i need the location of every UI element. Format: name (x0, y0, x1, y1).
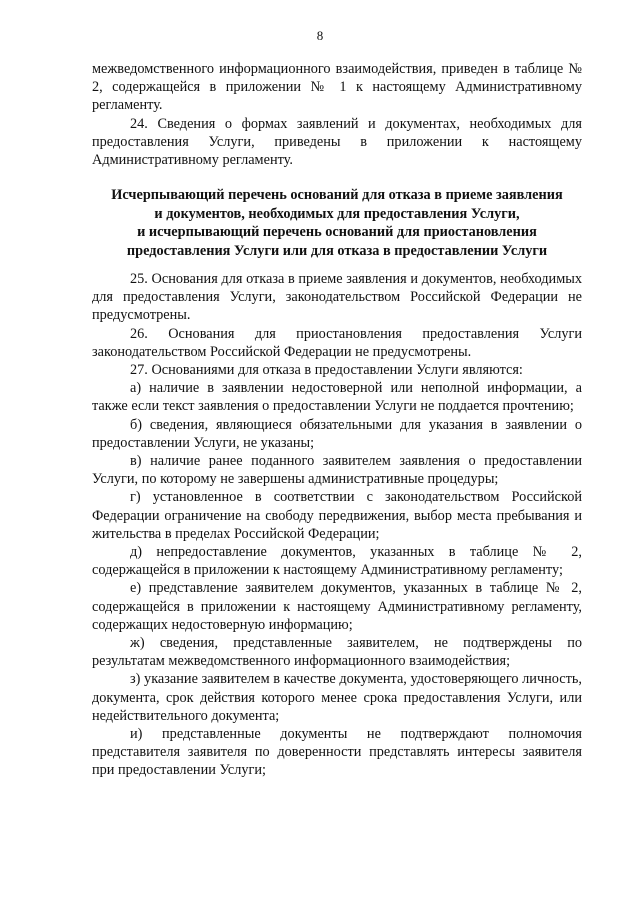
page-number: 8 (316, 28, 324, 43)
list-item-e: е) представление заявителем документов, указанных в таблице № 2, содержащейся в приложении к настоящему Административному регламенту, содержащих недостоверную информацию; (92, 580, 582, 633)
heading-line: и исчерпывающий перечень оснований для приостановления (137, 224, 537, 241)
paragraph-27: 27. Основаниями для отказа в предоставлении Услуги являются: (130, 362, 523, 379)
paragraph-26: 26. Основания для приостановления предоставления Услуги законодательством Российской Федерации не предусмотрены. (92, 325, 582, 360)
list-item-v: в) наличие ранее поданного заявителем заявления о предоставлении Услуги, по которому не завершены административные процедуры; (92, 453, 582, 488)
paragraph-25: 25. Основания для отказа в приеме заявления и документов, необходимых для предоставления Услуги, законодательством Российской Федерации не предусмотрены. (92, 271, 582, 324)
paragraph-24: 24. Сведения о формах заявлений и документах, необходимых для предоставления Услуги, приведены в приложении к настоящему Административному регламенту. (92, 115, 582, 169)
top-text-block (92, 60, 582, 169)
list-item-d: д) непредоставление документов, указанных в таблице № 2, содержащейся в приложении к настоящему Административному регламенту; (92, 544, 582, 579)
section-heading (92, 186, 582, 260)
paragraph-continuation: межведомственного информационного взаимодействия, приведен в таблице № 2, содержащейся в приложении № 1 к настоящему Административному регламенту. (92, 61, 582, 114)
main-text-block (92, 270, 582, 780)
heading-line: и документов, необходимых для предоставления Услуги, (154, 205, 520, 222)
heading-line: Исчерпывающий перечень оснований для отказа в приеме заявления (111, 187, 563, 203)
list-item-zh: ж) сведения, представленные заявителем, не подтверждены по результатам межведомственного информационного взаимодействия; (92, 635, 582, 670)
list-item-i: и) представленные документы не подтверждают полномочия представителя заявителя по доверенности представлять интересы заявителя при предоставлении Услуги; (92, 726, 582, 779)
list-item-g: г) установленное в соответствии с законодательством Российской Федерации ограничение на свободу передвижения, выбор места пребывания и жительства в пределах Российской Федерации; (92, 489, 582, 542)
heading-line: предоставления Услуги или для отказа в предоставлении Услуги (126, 242, 548, 259)
list-item-a: а) наличие в заявлении недостоверной или неполной информации, а также если текст заявления о предоставлении Услуги не поддается прочтению; (92, 380, 582, 415)
list-item-b: б) сведения, являющиеся обязательными для указания в заявлении о предоставлении Услуги, не указаны; (92, 416, 582, 451)
list-item-z: з) указание заявителем в качестве документа, удостоверяющего личность, документа, срок действия которого менее срока предоставления Услуги, или недействительного документа; (92, 671, 582, 724)
